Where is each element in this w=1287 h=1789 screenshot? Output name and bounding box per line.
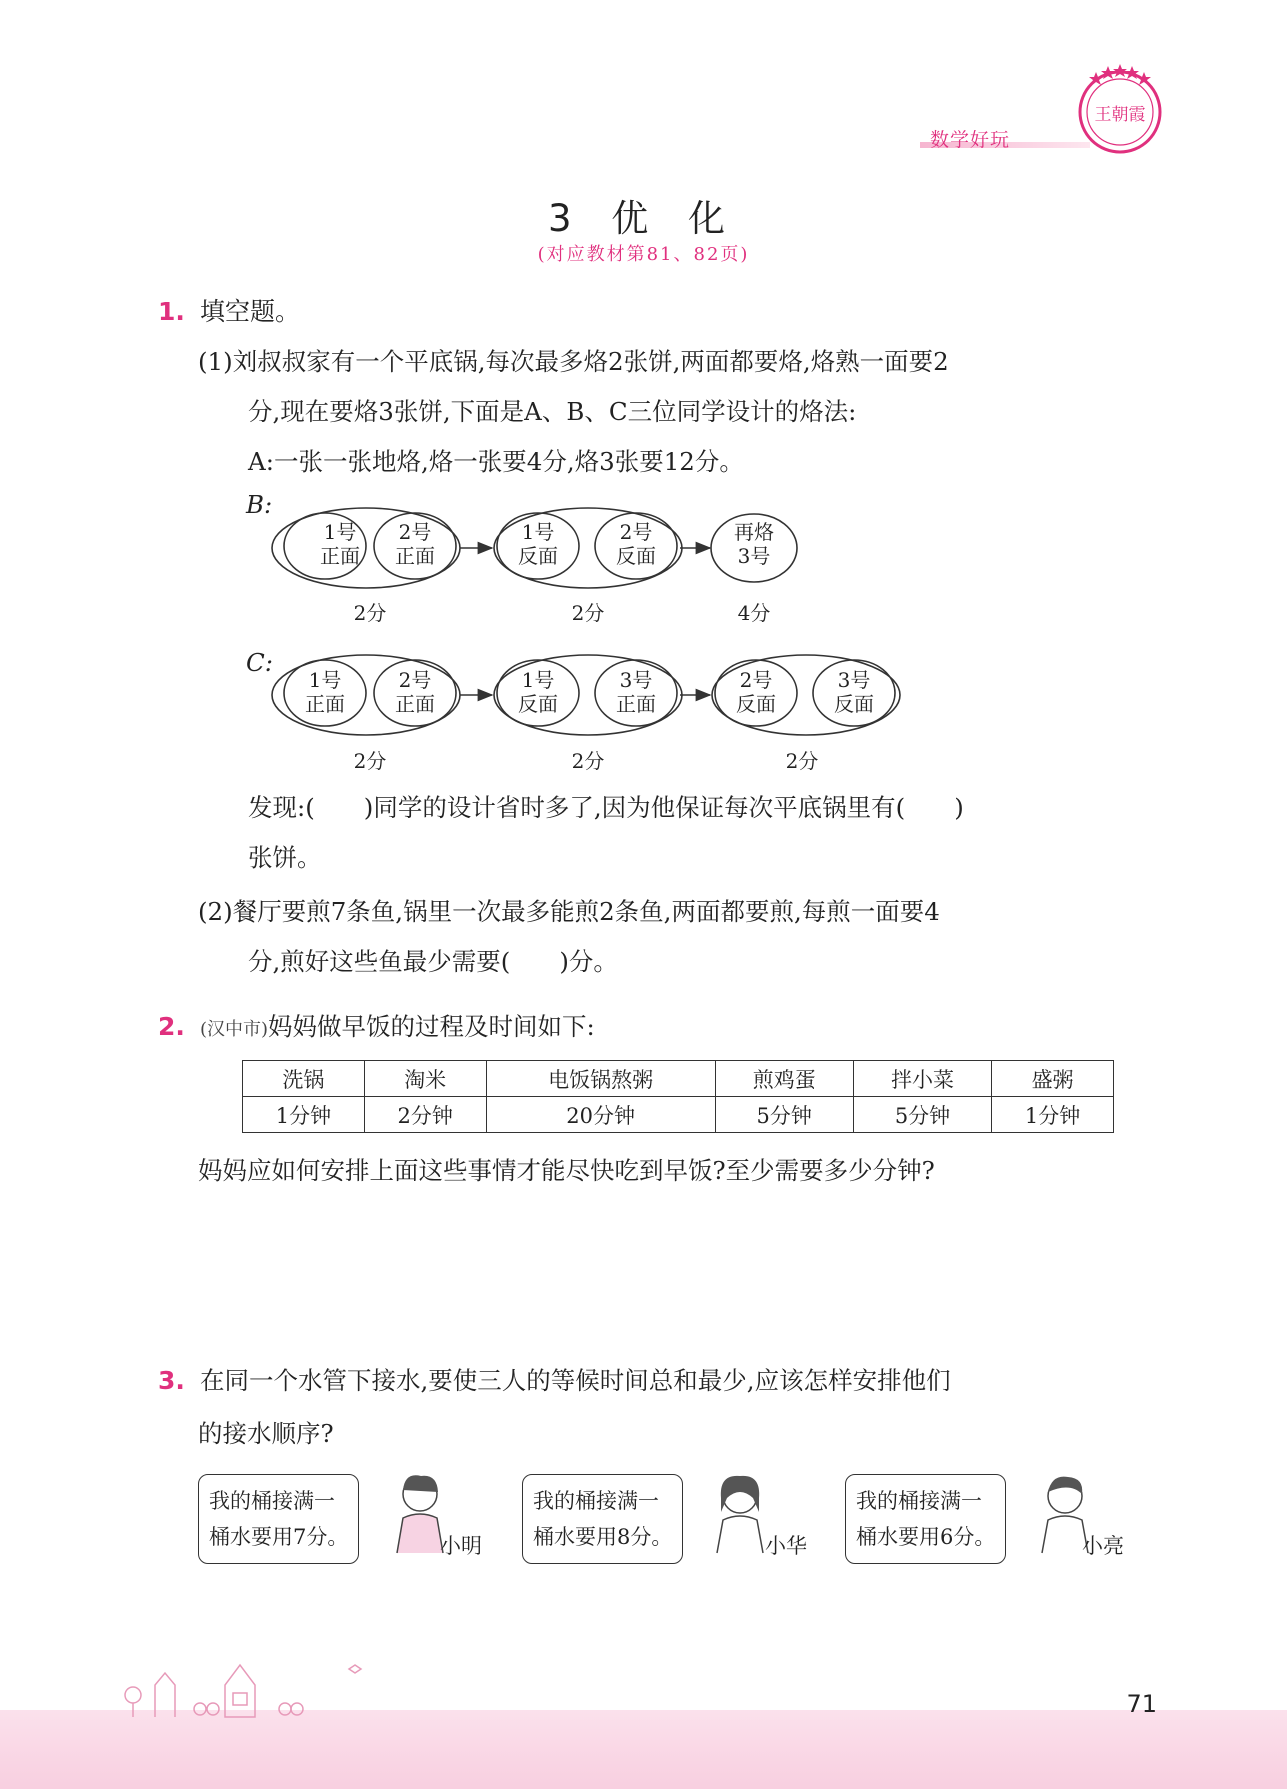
b-cake-3-label: 1号 反面: [518, 520, 558, 568]
svg-text:王朝霞: 王朝霞: [1094, 105, 1146, 125]
footer-band: [0, 1710, 1287, 1789]
q3-line2: 的接水顺序?: [198, 1419, 334, 1448]
bubble-text: 桶水要用7分。: [209, 1525, 349, 1549]
q1-p1-a: A:一张一张地烙,烙一张要4分,烙3张要12分。: [248, 447, 744, 476]
b-cake-1-label: 1号 正面: [320, 520, 360, 568]
person-name: 小华: [765, 1534, 807, 1558]
q1-finding-line1: 发现:( )同学的设计省时多了,因为他保证每次平底锅里有( ): [248, 793, 964, 822]
q1-finding-line2: 张饼。: [248, 843, 322, 872]
c-cake-5-label: 2号 反面: [736, 668, 776, 716]
bubble-text: 我的桶接满一: [856, 1489, 982, 1513]
publisher-logo: [1070, 60, 1170, 160]
q1-number: 1.: [158, 297, 185, 326]
c-time-2: 2分: [571, 749, 605, 773]
q3-heading: [158, 1362, 951, 1397]
b-cake-5-label: 再烙 3号: [734, 520, 774, 568]
c-cake-4-label: 3号 正面: [616, 668, 656, 716]
speech-bubble-xiaohua: [522, 1474, 683, 1564]
person-name: 小明: [440, 1534, 482, 1558]
q1-p1-line1: (1)刘叔叔家有一个平底锅,每次最多烙2张饼,两面都要烙,烙熟一面要2: [198, 347, 949, 376]
table-cell: 电饭锅熬粥: [486, 1061, 715, 1097]
page-title: 3 优 化: [547, 197, 740, 240]
b-time-1: 2分: [353, 601, 387, 625]
speech-bubble-xiaoming: [198, 1474, 359, 1564]
q1-p1-line2: 分,现在要烙3张饼,下面是A、B、C三位同学设计的烙法:: [248, 397, 857, 426]
bubble-text: 我的桶接满一: [209, 1489, 335, 1513]
page-number: 71: [1126, 1690, 1157, 1718]
q2-text: 妈妈做早饭的过程及时间如下:: [268, 1012, 595, 1041]
b-cake-4-label: 2号 反面: [616, 520, 656, 568]
q1-heading: [158, 292, 300, 328]
q3-line1: 在同一个水管下接水,要使三人的等候时间总和最少,应该怎样安排他们: [200, 1366, 951, 1395]
table-cell: 洗锅: [243, 1061, 365, 1097]
b-time-3: 4分: [737, 601, 771, 625]
table-cell: 盛粥: [992, 1061, 1114, 1097]
bubble-text: 我的桶接满一: [533, 1489, 659, 1513]
c-cake-2-label: 2号 正面: [395, 668, 435, 716]
table-cell: 20分钟: [486, 1097, 715, 1133]
table-row: [243, 1061, 1114, 1097]
q2-source: (汉中市): [200, 1019, 269, 1040]
q3-number: 3.: [158, 1366, 185, 1395]
diagram-b-label: B:: [246, 490, 273, 519]
table-cell: 淘米: [364, 1061, 486, 1097]
bubble-text: 桶水要用8分。: [533, 1525, 673, 1549]
diagram-c-label: C:: [246, 648, 274, 677]
table-cell: 1分钟: [243, 1097, 365, 1133]
b-cake-2-label: 2号 正面: [395, 520, 435, 568]
table-cell: 拌小菜: [853, 1061, 991, 1097]
castle-decoration-icon: [115, 1645, 375, 1720]
header-label: 数学好玩: [930, 129, 1011, 151]
table-cell: 5分钟: [715, 1097, 853, 1133]
page-subtitle: (对应教材第81、82页): [537, 244, 750, 265]
q2-question: 妈妈应如何安排上面这些事情才能尽快吃到早饭?至少需要多少分钟?: [198, 1156, 935, 1185]
breakfast-table: [242, 1060, 1114, 1133]
q2-heading: [158, 1008, 595, 1043]
q1-p2-line2: 分,煎好这些鱼最少需要( )分。: [248, 947, 618, 976]
table-cell: 煎鸡蛋: [715, 1061, 853, 1097]
person-name: 小亮: [1082, 1534, 1124, 1558]
c-time-3: 2分: [785, 749, 819, 773]
table-cell: 2分钟: [364, 1097, 486, 1133]
c-time-1: 2分: [353, 749, 387, 773]
table-cell: 5分钟: [853, 1097, 991, 1133]
b-time-2: 2分: [571, 601, 605, 625]
c-cake-1-label: 1号 正面: [305, 668, 345, 716]
q1-title: 填空题。: [200, 297, 301, 326]
c-cake-6-label: 3号 反面: [834, 668, 874, 716]
c-cake-3-label: 1号 反面: [518, 668, 558, 716]
q1-p2-line1: (2)餐厅要煎7条鱼,锅里一次最多能煎2条鱼,两面都要煎,每煎一面要4: [198, 897, 940, 926]
table-cell: 1分钟: [992, 1097, 1114, 1133]
bubble-text: 桶水要用6分。: [856, 1525, 996, 1549]
speech-bubble-xiaoliang: [845, 1474, 1006, 1564]
table-row: [243, 1097, 1114, 1133]
q2-number: 2.: [158, 1012, 185, 1041]
